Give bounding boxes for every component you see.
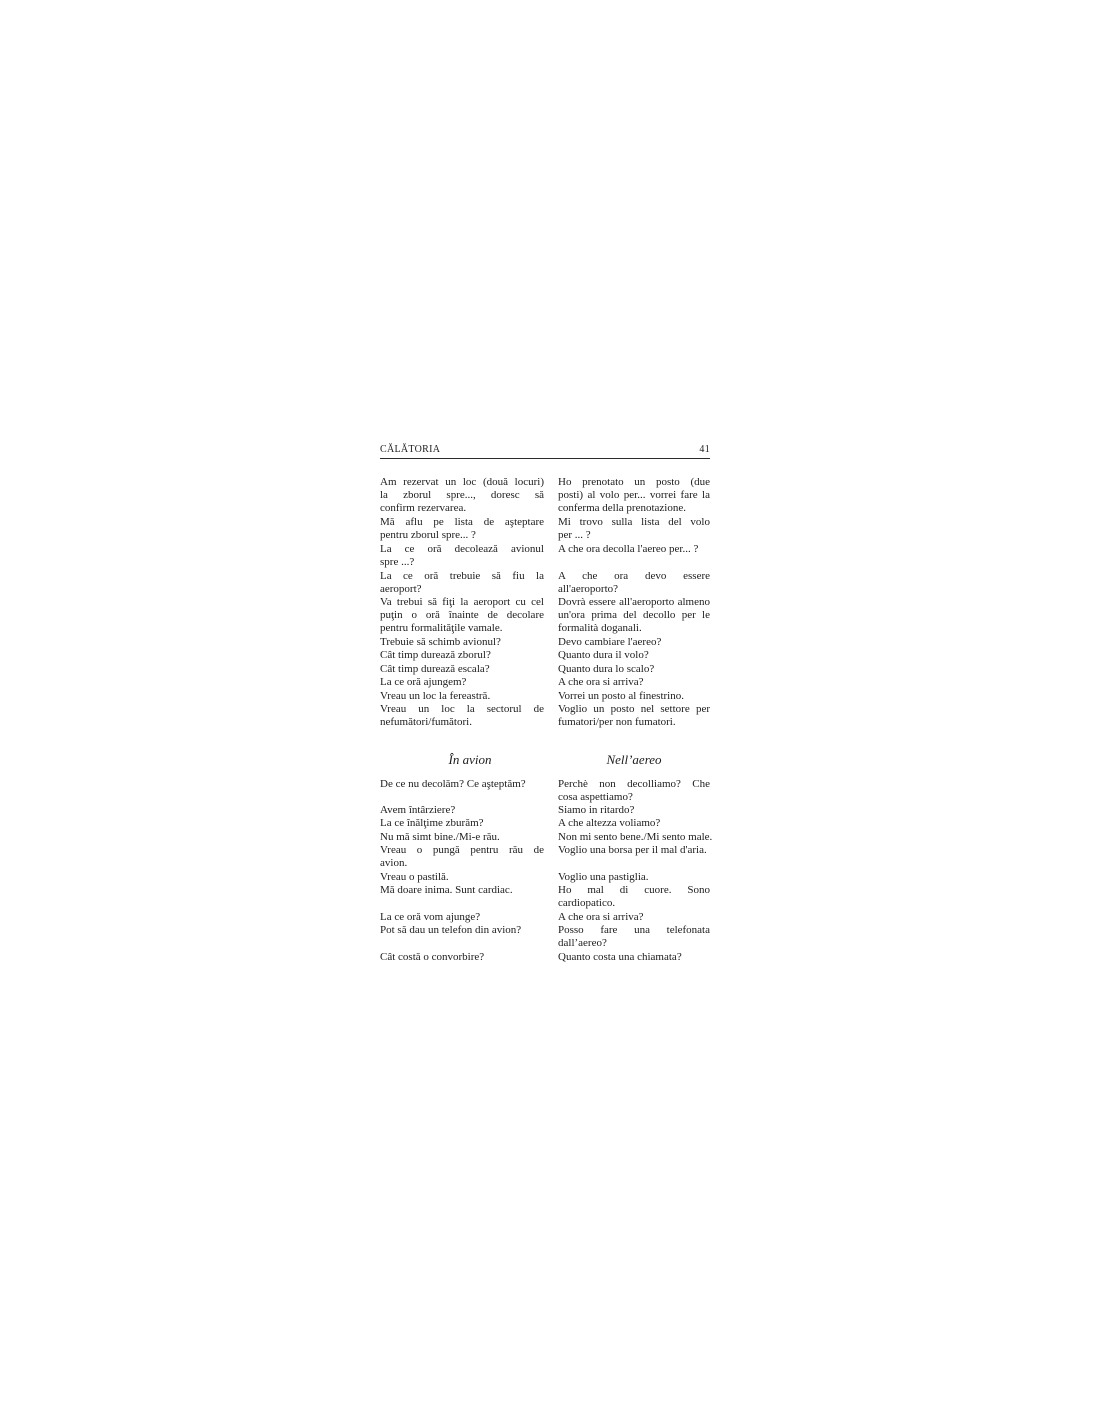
phrase-line: Ho prenotato un posto (due	[558, 476, 710, 488]
phrase-it-15	[558, 831, 713, 844]
phrase-line: pentru zborul spre... ?	[380, 529, 476, 541]
phrase-ro-18	[380, 884, 544, 897]
phrase-line: Cât timp durează escala?	[380, 663, 490, 675]
phrase-ro-4	[380, 570, 544, 596]
phrase-line: Vreau un loc la fereastră.	[380, 690, 491, 702]
phrase-it-1	[558, 476, 710, 515]
phrase-ro-14	[380, 817, 544, 830]
phrase-line: Mă aflu pe lista de aşteptare	[380, 516, 544, 528]
phrase-it-6	[558, 636, 710, 649]
phrase-ro-1	[380, 476, 544, 515]
phrase-line: Dovrà essere all'aeroporto almeno	[558, 596, 710, 608]
phrase-it-18	[558, 884, 710, 910]
phrase-line: A che ora si arriva?	[558, 911, 644, 923]
book-page	[380, 440, 713, 980]
phrase-line: Cât costă o convorbire?	[380, 951, 485, 963]
phrase-it-10	[558, 690, 710, 703]
phrase-line: Vreau un loc la sectorul de	[380, 703, 544, 715]
phrase-it-5	[558, 596, 710, 635]
phrase-it-17	[558, 871, 710, 884]
phrase-line: dall’aereo?	[558, 937, 607, 949]
phrase-line: Voglio una borsa per il mal d'aria.	[558, 844, 707, 856]
phrase-line: Trebuie să schimb avionul?	[380, 636, 501, 648]
phrase-ro-6	[380, 636, 544, 649]
phrase-line: Nu mă simt bine./Mi-e rău.	[380, 831, 500, 843]
phrase-line: la zborul spre..., doresc să	[380, 489, 544, 501]
phrase-line: La ce înălţime zburăm?	[380, 817, 484, 829]
phrase-line: A che ora decolla l'aereo per... ?	[558, 543, 699, 555]
phrase-it-3	[558, 543, 710, 556]
phrase-line: cardiopatico.	[558, 897, 616, 909]
phrase-line: Voglio un posto nel settore per	[558, 703, 710, 715]
phrase-line: Cât timp durează zborul?	[380, 649, 491, 661]
phrase-line: cosa aspettiamo?	[558, 791, 633, 803]
phrase-it-19	[558, 911, 710, 924]
phrase-line: Non mi sento bene./Mi sento male.	[558, 831, 713, 843]
phrase-line: Quanto costa una chiamata?	[558, 951, 682, 963]
phrase-line: A che altezza voliamo?	[558, 817, 661, 829]
phrase-line: Mă doare inima. Sunt cardiac.	[380, 884, 513, 896]
phrase-line: conferma della prenotazione.	[558, 502, 686, 514]
phrase-line: puţin o oră înainte de decolare	[380, 609, 544, 621]
phrase-ro-8	[380, 663, 544, 676]
phrase-line: nefumători/fumători.	[380, 716, 472, 728]
phrase-line: spre ...?	[380, 556, 415, 568]
phrase-ro-3	[380, 543, 544, 569]
page-number: 41	[699, 444, 710, 455]
phrase-line: Siamo in ritardo?	[558, 804, 635, 816]
phrase-line: De ce nu decolăm? Ce aşteptăm?	[380, 778, 526, 790]
phrase-line: Avem întârziere?	[380, 804, 456, 816]
phrase-it-13	[558, 804, 710, 817]
phrase-line: avion.	[380, 857, 408, 869]
phrase-it-14	[558, 817, 710, 830]
phrase-line: all'aeroporto?	[558, 583, 619, 595]
phrase-line: per ... ?	[558, 529, 591, 541]
italian-column-section-2	[558, 778, 713, 978]
phrase-line: Devo cambiare l'aereo?	[558, 636, 662, 648]
section-heading-italian: Nell’aereo	[606, 752, 662, 767]
phrase-it-7	[558, 649, 710, 662]
romanian-column-section-2	[380, 778, 544, 978]
chapter-title: CĂLĂTORIA	[380, 444, 441, 455]
phrase-line: Voglio una pastiglia.	[558, 871, 649, 883]
phrase-line: Vreau o pungă pentru rău de	[380, 844, 544, 856]
phrase-line: posti) al volo per... vorrei fare la	[558, 489, 710, 501]
phrase-it-12	[558, 778, 710, 804]
phrase-line: Vorrei un posto al finestrino.	[558, 690, 684, 702]
phrase-it-4	[558, 570, 710, 596]
phrase-line: un'ora prima del decollo per le	[558, 609, 710, 621]
phrase-line: Vreau o pastilă.	[380, 871, 449, 883]
phrase-ro-12	[380, 778, 544, 791]
phrase-ro-16	[380, 844, 544, 870]
phrase-it-16	[558, 844, 710, 857]
phrase-line: formalità doganali.	[558, 622, 642, 634]
phrase-it-11	[558, 703, 710, 729]
phrase-line: Mi trovo sulla lista del volo	[558, 516, 710, 528]
phrase-ro-19	[380, 911, 544, 924]
running-head	[380, 444, 710, 459]
phrase-ro-5	[380, 596, 544, 635]
phrase-line: fumatori/per non fumatori.	[558, 716, 676, 728]
section-heading-romanian: În avion	[448, 752, 492, 767]
phrase-line: La ce oră trebuie să fiu la	[380, 570, 544, 582]
phrase-line: Quanto dura lo scalo?	[558, 663, 655, 675]
phrase-ro-11	[380, 703, 544, 729]
phrase-line: Perchè non decolliamo? Che	[558, 778, 710, 790]
phrase-ro-21	[380, 951, 544, 964]
phrase-line: Am rezervat un loc (două locuri)	[380, 476, 544, 488]
romanian-column-section-1	[380, 476, 544, 776]
phrase-line: confirm rezervarea.	[380, 502, 467, 514]
phrase-ro-20	[380, 924, 544, 937]
phrase-it-21	[558, 951, 710, 964]
phrase-ro-13	[380, 804, 544, 817]
phrase-it-2	[558, 516, 710, 542]
phrase-line: Va trebui să fiţi la aeroport cu cel	[380, 596, 544, 608]
phrase-line: A che ora si arriva?	[558, 676, 644, 688]
phrase-line: La ce oră ajungem?	[380, 676, 467, 688]
phrase-it-20	[558, 924, 710, 950]
italian-column-section-1	[558, 476, 710, 776]
phrase-it-8	[558, 663, 710, 676]
phrase-line: aeroport?	[380, 583, 422, 595]
phrase-line: Posso fare una telefonata	[558, 924, 710, 936]
phrase-ro-10	[380, 690, 544, 703]
phrase-ro-2	[380, 516, 544, 542]
phrase-ro-17	[380, 871, 544, 884]
phrase-ro-7	[380, 649, 544, 662]
phrase-line: Ho mal di cuore. Sono	[558, 884, 710, 896]
phrase-line: Quanto dura il volo?	[558, 649, 649, 661]
phrase-line: pentru formalităţile vamale.	[380, 622, 503, 634]
phrase-line: Pot să dau un telefon din avion?	[380, 924, 522, 936]
phrase-it-9	[558, 676, 710, 689]
phrase-line: A che ora devo essere	[558, 570, 710, 582]
phrase-ro-9	[380, 676, 544, 689]
phrase-line: La ce oră decolează avionul	[380, 543, 544, 555]
phrase-line: La ce oră vom ajunge?	[380, 911, 481, 923]
phrase-ro-15	[380, 831, 544, 844]
